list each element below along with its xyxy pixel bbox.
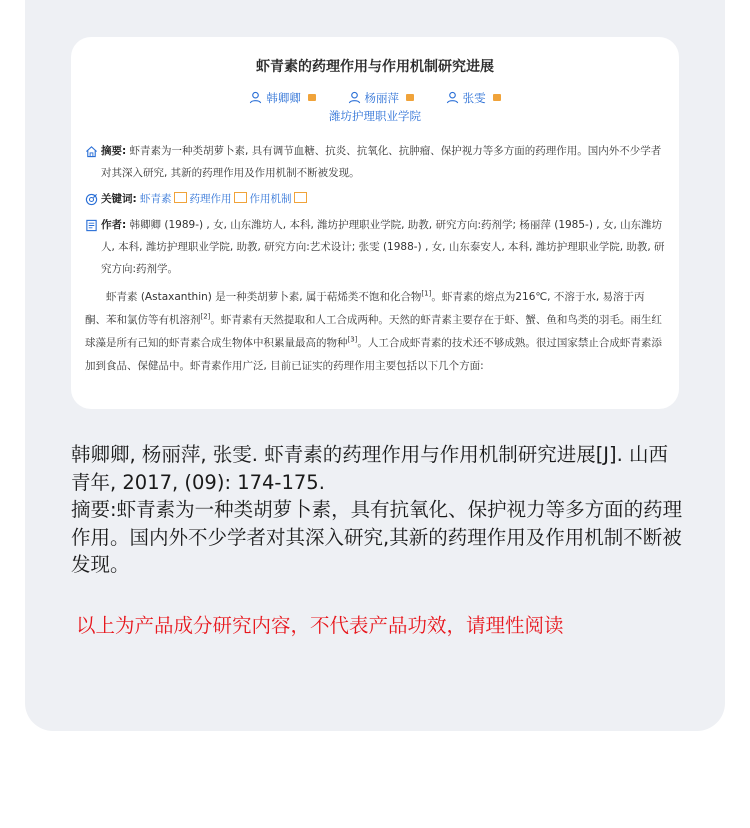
mail-icon[interactable]: [406, 94, 414, 101]
body-text: 。虾青素有天然提取和人工合成两种。天然的虾青素主要存在于虾、蟹、鱼和鸟类的羽毛。雨生红球藻是所有己知的虾青素合成生物体中积累量最高的物种: [85, 314, 662, 349]
body-text: 。人工合成虾青素的技术还不够成熟。很过国家禁止合成虾青素添加到食品、保健品中。虾青素作用广泛, 目前已证实的药理作用主要包括以下几个方面:: [85, 337, 662, 372]
mail-icon[interactable]: [308, 94, 316, 101]
abstract-text: 虾青素为一种类胡萝卜素, 具有调节血糖、抗炎、抗氧化、抗肿瘤、保护视力等多方面的药理作用。国内外不少学者对其深入研究, 其新的药理作用及作用机制不断被发现。: [101, 145, 662, 179]
chart-icon: [294, 192, 307, 203]
citation-block: [71, 441, 686, 579]
abstract-section: [85, 140, 665, 184]
body-text: 虾青素 (Astaxanthin) 是一种类胡萝卜素, 属于萜烯类不饱和化合物: [106, 291, 422, 303]
author-name: 杨丽萍: [364, 91, 399, 105]
person-icon: [249, 91, 262, 104]
keywords-section: [85, 188, 665, 210]
keyword-link[interactable]: 药理作用: [189, 193, 232, 205]
chart-icon: [174, 192, 187, 203]
author-link[interactable]: [249, 90, 316, 106]
citation-reference: 韩卿卿, 杨丽萍, 张雯. 虾青素的药理作用与作用机制研究进展[J]. 山西青年, 2017, (09): 174-175.: [71, 443, 669, 494]
keywords-label: 关键词:: [101, 193, 137, 205]
citation-summary: 摘要:虾青素为一种类胡萝卜素，具有抗氧化、保护视力等多方面的药理作用。国内外不少学者对其深入研究,其新的药理作用及作用机制不断被发现。: [71, 498, 683, 576]
body-paragraph: [85, 286, 665, 378]
author-info-text: 韩卿卿 (1989-) , 女, 山东潍坊人, 本科, 潍坊护理职业学院, 助教, 研究方向:药剂学; 杨丽萍 (1985-) , 女, 山东潍坊人, 本科, 潍坊护理职业学院, 助教, 研究方向:艺术设计; 张雯 (1988-) , 女, 山东泰安人, 本科, 潍坊护理职业学院, 助教, 研究方向:药剂学。: [101, 219, 665, 275]
author-link[interactable]: [348, 90, 415, 106]
keyword-link[interactable]: 虾青素: [140, 193, 172, 205]
keyword-link[interactable]: 作用机制: [249, 193, 292, 205]
body-text: 。虾青素的熔点为216℃, 不溶于水, 易溶于丙酮、苯和氯仿等有机溶剂: [85, 291, 645, 326]
institution-link[interactable]: 潍坊护理职业学院: [329, 109, 421, 123]
reference-marker[interactable]: [3]: [347, 335, 358, 344]
tag-icon: [85, 193, 98, 206]
mail-icon[interactable]: [493, 94, 501, 101]
author-name: 张雯: [462, 91, 486, 105]
reference-marker[interactable]: [1]: [421, 289, 432, 298]
person-icon: [446, 91, 459, 104]
person-icon: [348, 91, 361, 104]
author-info-label: 作者:: [101, 219, 127, 231]
disclaimer-notice: 以上为产品成分研究内容，不代表产品功效，请理性阅读: [76, 614, 564, 637]
author-info-section: [85, 214, 665, 280]
author-link[interactable]: [446, 90, 501, 106]
chart-icon: [234, 192, 247, 203]
reference-marker[interactable]: [2]: [200, 312, 211, 321]
abstract-label: 摘要:: [101, 145, 127, 157]
home-icon: [85, 145, 98, 158]
author-list: [71, 90, 679, 106]
author-name: 韩卿卿: [266, 91, 301, 105]
paper-title: 虾青素的药理作用与作用机制研究进展: [256, 59, 494, 75]
document-icon: [85, 219, 98, 232]
paper-card: [71, 37, 679, 409]
